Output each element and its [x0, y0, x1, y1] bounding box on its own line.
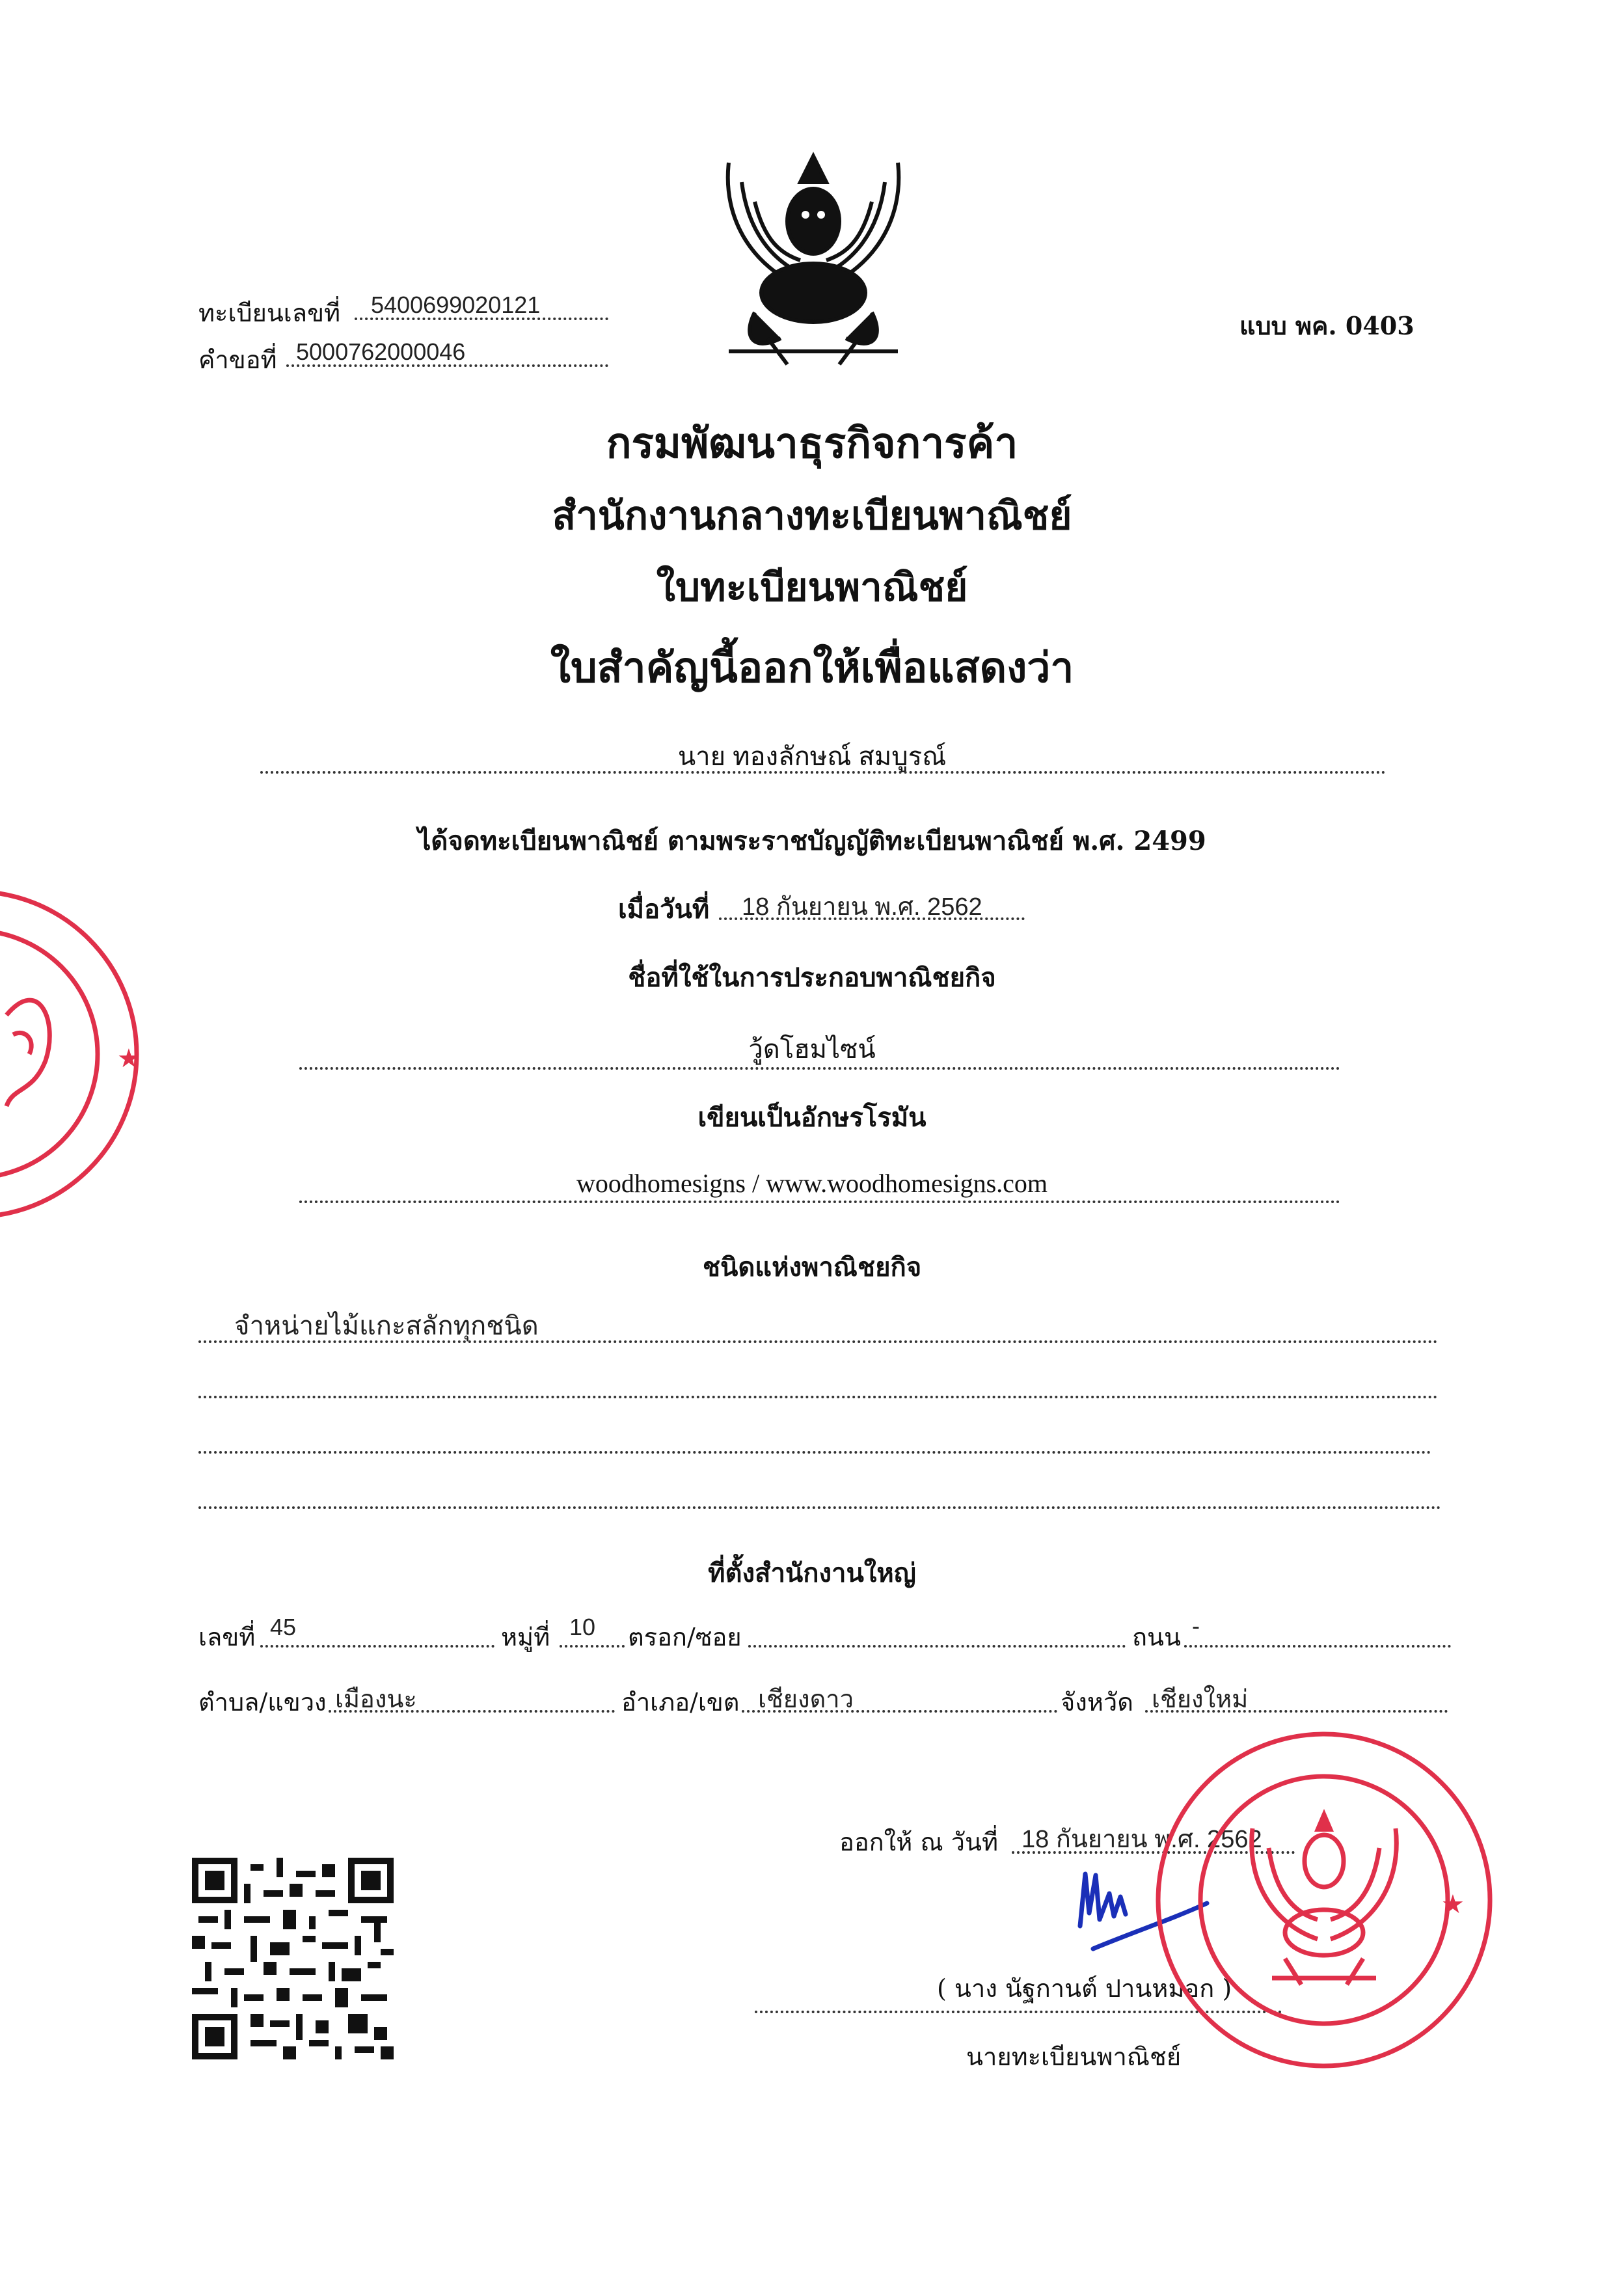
moo-label: หมู่ที่	[501, 1623, 550, 1651]
road-label: ถนน	[1132, 1623, 1181, 1651]
svg-text:★: ★	[117, 1044, 141, 1074]
business-name-line	[299, 1067, 1340, 1070]
moo-line	[560, 1645, 625, 1648]
statement-title: ใบสำคัญนี้ออกให้เพื่อแสดงว่า	[550, 644, 1074, 692]
subdistrict-label: ตำบล/แขวง	[198, 1688, 327, 1717]
request-number-label: คำขอที่	[198, 346, 277, 374]
office-title: สำนักงานกลางทะเบียนพาณิชย์	[552, 493, 1072, 539]
road-line	[1184, 1645, 1451, 1648]
business-type-value: จำหน่ายไม้แกะสลักทุกชนิด	[234, 1312, 539, 1340]
house-number-line	[260, 1645, 494, 1648]
business-name-value: วู้ดโฮมไซน์	[748, 1035, 876, 1064]
issue-date-value: 18 กันยายน พ.ศ. 2562	[1022, 1826, 1262, 1853]
business-type-line-4	[198, 1506, 1441, 1509]
business-type-line-2	[198, 1396, 1438, 1398]
registration-number-line	[355, 318, 608, 320]
head-office-label: ที่ตั้งสำนักงานใหญ่	[708, 1558, 916, 1588]
roman-name-line	[299, 1201, 1340, 1203]
road-value: -	[1192, 1612, 1200, 1639]
province-line	[1145, 1710, 1448, 1713]
signer-title: นายทะเบียนพาณิชย์	[966, 2043, 1182, 2071]
house-number-value: 45	[270, 1614, 297, 1640]
roman-name-value: woodhomesigns / www.woodhomesigns.com	[576, 1169, 1048, 1198]
registration-date-line	[719, 917, 1025, 920]
province-value: เชียงใหม่	[1152, 1686, 1249, 1713]
registration-date-label: เมื่อวันที่	[618, 894, 710, 925]
province-label: จังหวัด	[1061, 1688, 1133, 1717]
registration-date-value: 18 กันยายน พ.ศ. 2562	[742, 893, 982, 921]
department-title: กรมพัฒนาธุรกิจการค้า	[606, 419, 1018, 468]
certificate-title: ใบทะเบียนพาณิชย์	[656, 565, 968, 610]
request-number-line	[286, 364, 608, 367]
business-type-label: ชนิดแห่งพาณิชยกิจ	[702, 1252, 922, 1282]
svg-text:★: ★	[1441, 1890, 1465, 1920]
request-number-value: 5000762000046	[296, 338, 466, 365]
business-type-line-1	[198, 1340, 1438, 1343]
house-number-label: เลขที่	[198, 1623, 256, 1651]
registration-number-value: 5400699020121	[371, 292, 541, 318]
subdistrict-value: เมืองนะ	[335, 1686, 417, 1713]
issue-date-label: ออกให้ ณ วันที่	[839, 1828, 999, 1856]
garuda-emblem-icon	[703, 143, 924, 371]
registration-act-text: ได้จดทะเบียนพาณิชย์ ตามพระราชบัญญัติทะเบียนพาณิชย์ พ.ศ. 2499	[418, 826, 1206, 856]
business-name-label: ชื่อที่ใช้ในการประกอบพาณิชยกิจ	[628, 962, 996, 993]
soi-label: ตรอก/ซอย	[628, 1623, 742, 1651]
moo-value: 10	[569, 1614, 596, 1640]
registration-number-label: ทะเบียนเลขที่	[198, 299, 341, 327]
roman-name-label: เขียนเป็นอักษรโรมัน	[697, 1102, 927, 1133]
soi-line	[748, 1645, 1126, 1648]
district-value: เชียงดาว	[758, 1686, 854, 1713]
form-code: แบบ พค. 0403	[1239, 311, 1414, 340]
district-line	[742, 1710, 1057, 1713]
registrant-name: นาย ทองลักษณ์ สมบูรณ์	[677, 742, 947, 771]
subdistrict-line	[329, 1710, 615, 1713]
signer-name: ( นาง นัฐกานต์ ปานหมอก )	[937, 1974, 1232, 2003]
registrant-name-line	[260, 771, 1386, 774]
qr-code-icon	[192, 1858, 394, 2059]
left-official-stamp-icon	[0, 872, 169, 1236]
business-type-line-3	[198, 1451, 1431, 1454]
district-label: อำเภอ/เขต	[621, 1688, 740, 1717]
right-official-stamp-icon	[1142, 1718, 1506, 2082]
